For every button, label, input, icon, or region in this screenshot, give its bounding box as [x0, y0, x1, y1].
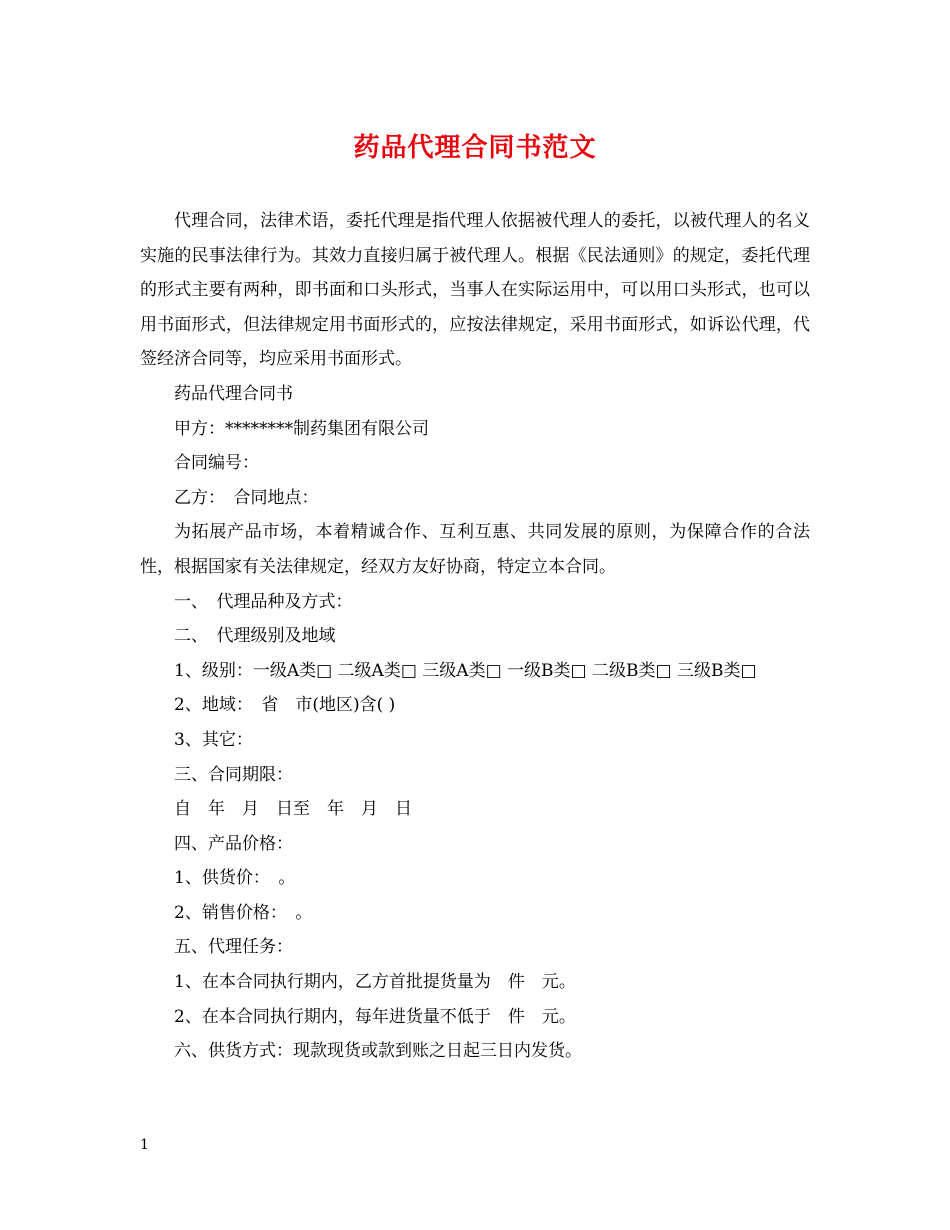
- section-6-line: 六、供货方式：现款现货或款到账之日起三日内发货。: [174, 1041, 582, 1062]
- section-4-heading: 四、产品价格：: [174, 833, 293, 854]
- section-2-heading: 二、 代理级别及地域: [174, 626, 336, 647]
- party-a-line: 甲方：********制药集团有限公司: [174, 418, 429, 439]
- purpose-paragraph: 为拓展产品市场，本着精诚合作、互利互惠、共同发展的原则，为保障合作的合法性，根据国家有关法律规定，经双方友好协商，特定立本合同。: [140, 522, 810, 577]
- term-line: 自 年 月 日至 年 月 日: [174, 799, 412, 820]
- level-line: 1、级别：一级A类□ 二级A类□ 三级A类□ 一级B类□ 二级B类□ 三级B类□: [174, 660, 757, 681]
- region-line: 2、地域： 省 市(地区)含( ): [174, 695, 396, 716]
- section-3-heading: 三、合同期限：: [174, 764, 293, 785]
- supply-price-line: 1、供货价： 。: [174, 868, 296, 889]
- first-order-line: 1、在本合同执行期内，乙方首批提货量为 件 元。: [174, 972, 576, 993]
- sale-price-line: 2、销售价格： 。: [174, 902, 313, 923]
- annual-order-line: 2、在本合同执行期内，每年进货量不低于 件 元。: [174, 1006, 576, 1027]
- section-5-heading: 五、代理任务：: [174, 937, 293, 958]
- document-title: 药品代理合同书范文: [353, 133, 597, 163]
- contract-number-line: 合同编号：: [174, 453, 259, 474]
- intro-paragraph: 代理合同，法律术语，委托代理是指代理人依据被代理人的委托，以被代理人的名义实施的民事法律行为。其效力直接归属于被代理人。根据《民法通则》的规定，委托代理的形式主要有两种，即书面和口头形式，当事人在实际运用中，可以用口头形式，也可以用书面形式，但法律规定用书面形式的，应按法律规定，采用书面形式，如诉讼代理，代签经济合同等，均应采用书面形式。: [140, 211, 810, 370]
- section-1-heading: 一、 代理品种及方式：: [174, 591, 353, 612]
- page-number: 1: [140, 1137, 149, 1153]
- party-b-line: 乙方： 合同地点：: [174, 487, 319, 508]
- other-line: 3、其它：: [174, 729, 253, 750]
- contract-heading: 药品代理合同书: [174, 383, 293, 404]
- document-body: [140, 204, 810, 1069]
